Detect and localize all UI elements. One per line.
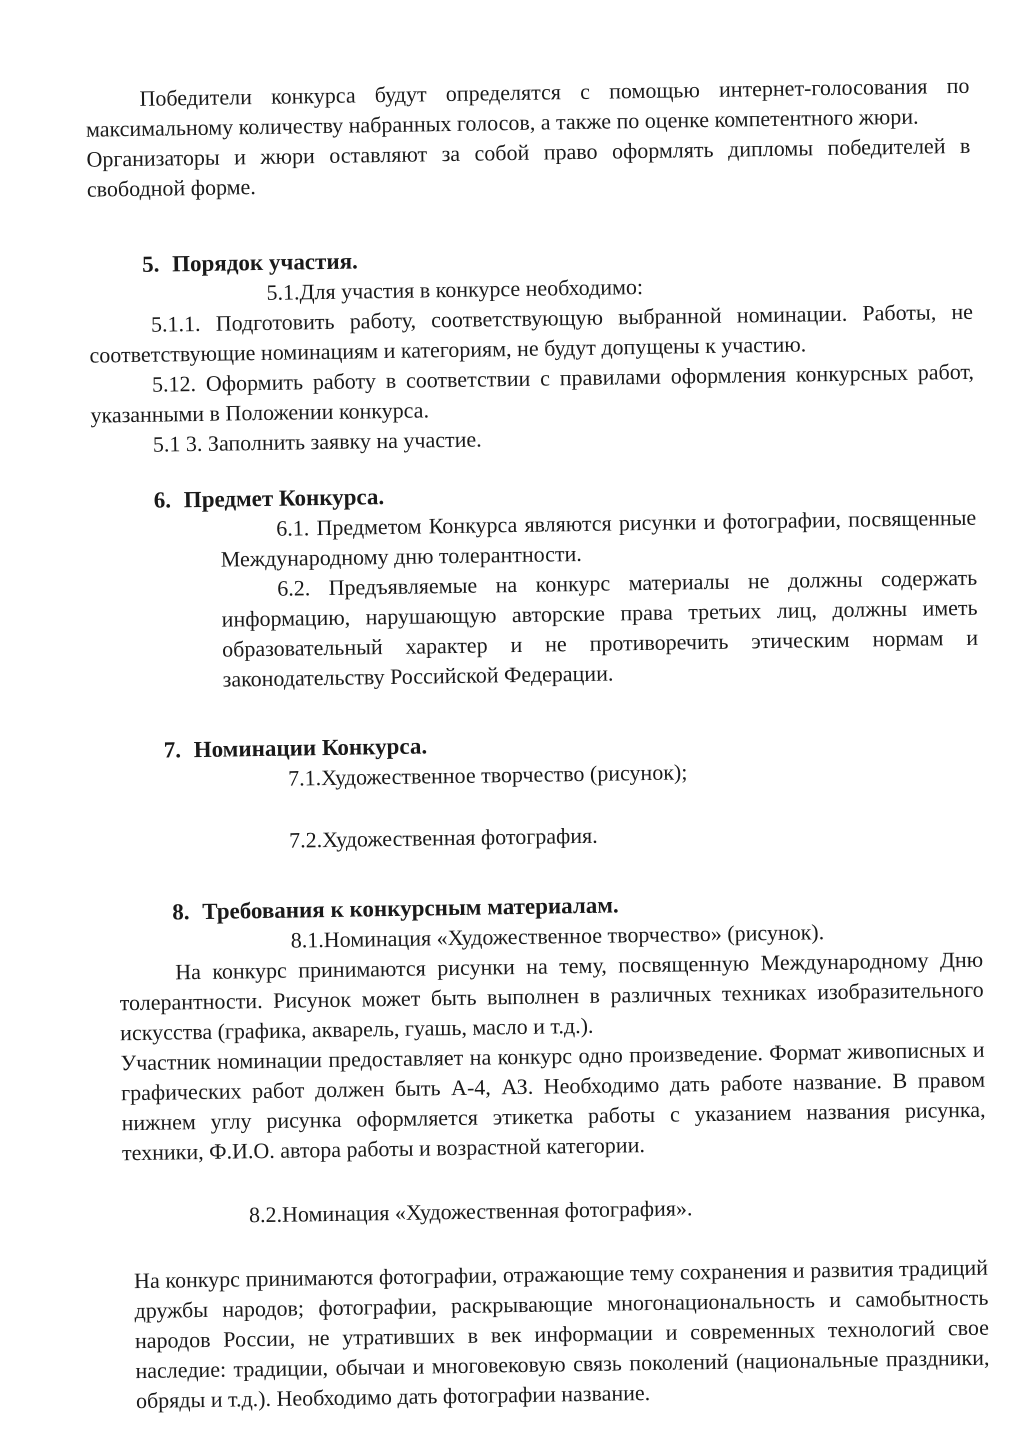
item-5-1-2: 5.12. Оформить работу в соответствии с правилами оформления конкурсных работ, указанными в Положении конкурса. xyxy=(90,358,975,428)
item-5-1-3: 5.1 3. Заполнить заявку на участие. xyxy=(152,426,482,457)
item-5-1-text: Для участия в конкурсе необходимо: xyxy=(299,273,644,305)
item-8-1-text: Номинация «Художественное творчество» (рисунок). xyxy=(323,919,825,953)
section-6 xyxy=(92,473,979,697)
intro-paragraph-winners: Победители конкурса будут определятся с помощью интернет-голосования по максимальному количеству набранных голосов, а также по оценке компетентного жюри. xyxy=(85,72,970,142)
section-5-number: 5. xyxy=(141,251,160,277)
item-8-2-number: 8.2. xyxy=(248,1201,283,1228)
section-5 xyxy=(88,237,975,461)
item-8-2 xyxy=(103,1189,987,1233)
section-6-title: Предмет Конкурса. xyxy=(183,484,385,513)
item-7-2-number: 7.2. xyxy=(288,827,323,853)
item-8-1-number: 8.1. xyxy=(290,927,324,953)
section-8-title: Требования к конкурсным материалам. xyxy=(202,892,619,924)
section-6-number: 6. xyxy=(153,487,172,513)
intro-paragraph-diplomas: Организаторы и жюри оставляют за собой право оформлять дипломы победителей в свободной форме. xyxy=(86,132,971,202)
item-5-1-number: 5.1. xyxy=(266,279,300,305)
section-8-number: 8. xyxy=(172,899,190,925)
section-7 xyxy=(96,723,982,859)
item-8-1-paragraph-drawings: На конкурс принимаются рисунки на тему, посвященную Международному Дню толерантности. Рисунок может быть выполнен в различных техниках изобразительного искусства (графика, акварель, гуашь, масло и т.д.). xyxy=(119,946,984,1046)
item-8-2-text: Номинация «Художественная фотография». xyxy=(281,1195,693,1227)
item-7-1-text: Художественное творчество (рисунок); xyxy=(320,759,688,791)
item-7-2-text: Художественная фотография. xyxy=(321,822,598,853)
item-7-2 xyxy=(97,815,981,859)
item-6-2: 6.2. Предъявляемые на конкурс материалы не должны содержать информацию, нарушающую авторские права третьих лиц, должны иметь образовательный характер и не противоречить этическим нормам и законодательству Российской Федерации. xyxy=(221,564,979,692)
item-8-2-paragraph-photos: На конкурс принимаются фотографии, отражающие тему сохранения и развития традиций дружбы народов; фотографии, раскрывающие многонациональность и самобытность народов России, не утративших в век информации и современных технологий свое наследие: традиции, обычаи и многовековую связь поколений (национальные праздники, обряды и т.д.). Необходимо дать фотографии название. xyxy=(133,1254,990,1414)
section-5-title: Порядок участия. xyxy=(171,248,358,277)
item-8-1-paragraph-format: Участник номинации предоставляет на конкурс одно произведение. Формат живописных и графических работ должен быть А-4, АЗ. Необходимо дать работе название. В правом нижнем углу рисунка оформляется этикетка работы с указанием названия рисунка, техники, Ф.И.О. автора работы и возрастной категории. xyxy=(120,1036,986,1166)
section-7-title: Номинации Конкурса. xyxy=(193,733,428,763)
section-8 xyxy=(98,885,990,1417)
section-7-number: 7. xyxy=(163,737,182,763)
item-6-1: 6.1. Предметом Конкурса являются рисунки и фотографии, посвященные Международному дню толерантности. xyxy=(220,504,977,572)
item-5-1-1: 5.1.1. Подготовить работу, соответствующую выбранной номинации. Работы, не соответствующие номинациям и категориям, не будут допущены к участию. xyxy=(89,298,974,368)
item-7-1-number: 7.1. xyxy=(287,765,322,791)
